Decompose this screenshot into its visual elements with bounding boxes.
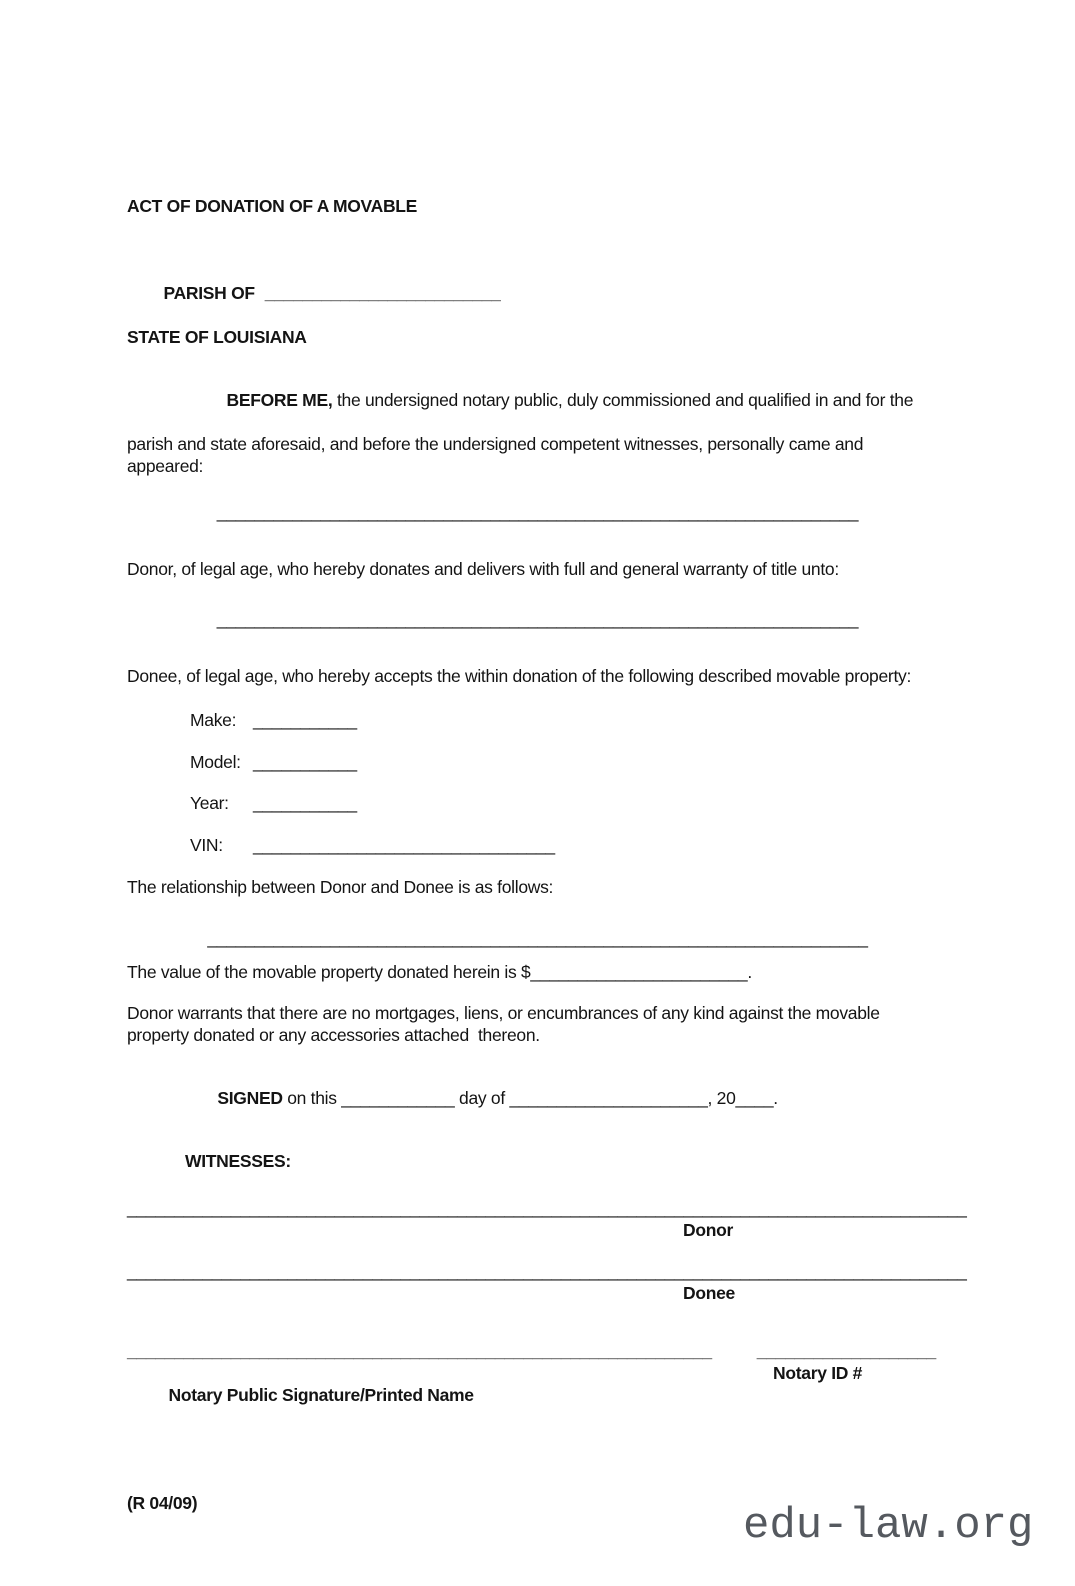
relationship-blank-line: ______________________________________________________________________ [207, 927, 868, 948]
make-blank-line: ___________ [253, 710, 357, 730]
parish-line [127, 260, 948, 326]
before-me-lead: BEFORE ME, [226, 390, 333, 410]
opening-line-1-rest: the undersigned notary public, duly commissioned and qualified in and for the [332, 390, 914, 410]
value-clause: The value of the movable property donated herein is $_______________________. [127, 961, 752, 982]
notary-signature-line: ______________________________________________________________ [127, 1340, 712, 1361]
warranty-clause [127, 1002, 948, 1046]
donee-signature-line: _____________________________________________ [542, 1260, 967, 1281]
vehicle-description-block [127, 709, 948, 856]
donor-signature-line: _____________________________________________ [542, 1197, 967, 1218]
state-line: STATE OF LOUISIANA [127, 327, 307, 347]
document-page [0, 195, 1075, 1586]
appearer-blank-line: ____________________________________________________________________ [216, 502, 859, 522]
warranty-line-1: Donor warrants that there are no mortgages, liens, or encumbrances of any kind against the movable [127, 1002, 880, 1023]
warranty-line-2: property donated or any accessories attached thereon. [127, 1024, 540, 1045]
opening-line-1 [127, 367, 948, 433]
notary-signature-label: Notary Public Signature/Printed Name [168, 1384, 474, 1405]
opening-line-2: parish and state aforesaid, and before the undersigned competent witnesses, personally came and [127, 434, 864, 454]
vehicle-model-row [127, 751, 948, 773]
parish-label: PARISH OF [163, 283, 255, 303]
year-blank-line: ___________ [253, 793, 357, 813]
notary-id-label: Notary ID # [773, 1362, 863, 1383]
notary-row [127, 1340, 936, 1362]
donee-clause: Donee, of legal age, who hereby accepts the within donation of the following described movable property: [127, 666, 912, 686]
relationship-clause: The relationship between Donor and Donee is as follows: [127, 876, 554, 897]
notary-label-row [127, 1362, 936, 1450]
model-blank-line: ___________ [253, 751, 357, 772]
revision-code: (R 04/09) [127, 1492, 198, 1513]
year-field-label: Year: [190, 793, 229, 813]
signed-rest: on this ____________ day of _____________________, 20____. [282, 1087, 778, 1108]
donee-label: Donee [683, 1282, 735, 1303]
signature-row-2 [127, 1260, 967, 1282]
model-field-label: Model: [190, 751, 241, 772]
signed-lead: SIGNED [217, 1087, 283, 1108]
parish-blank-line: _________________________ [264, 283, 501, 303]
vehicle-make-row [127, 709, 948, 731]
notary-id-line: ___________________ [756, 1340, 936, 1361]
vin-field-label: VIN: [190, 834, 223, 855]
page-title: ACT OF DONATION OF A MOVABLE [127, 196, 418, 216]
vehicle-year-row [127, 792, 948, 814]
opening-paragraph [127, 367, 948, 477]
jurisdiction-block [127, 260, 948, 348]
donor-clause: Donor, of legal age, who hereby donates and delivers with full and general warranty of title unto: [127, 559, 839, 579]
opening-line-3: appeared: [127, 456, 204, 476]
document-content [0, 195, 1075, 1514]
signed-clause [127, 1065, 948, 1131]
vin-blank-line: ________________________________ [253, 834, 555, 855]
donor-label: Donor [683, 1219, 734, 1240]
signature-row-1 [127, 1197, 967, 1219]
witness-signature-line-1: ____________________________________________ [127, 1197, 543, 1218]
witness-signature-line-2: ____________________________________________ [127, 1260, 543, 1281]
vehicle-vin-row [127, 834, 948, 856]
witnesses-heading: WITNESSES: [185, 1150, 291, 1171]
make-field-label: Make: [190, 710, 237, 730]
edu-law-watermark: edu-law.org [743, 1501, 1034, 1551]
signature-area [127, 1197, 967, 1450]
donee-blank-line: ____________________________________________________________________ [216, 609, 859, 629]
